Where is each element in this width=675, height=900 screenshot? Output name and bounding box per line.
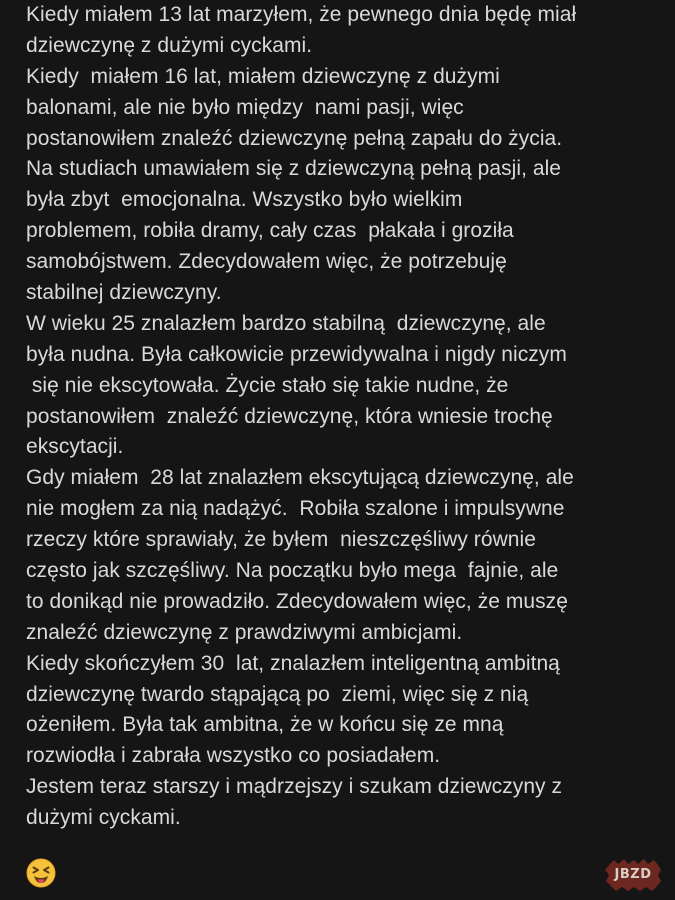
post-line-27: dużymi cyckami. [26, 806, 181, 830]
watermark-text: JBZD [614, 867, 652, 882]
post-line-11: W wieku 25 znalazłem bardzo stabilną dziewczynę, ale [26, 311, 546, 335]
post-line-12: była nudna. Była całkowicie przewidywalna i nigdy niczym [26, 342, 567, 366]
post-line-13: się nie ekscytowała. Życie stało się takie nudne, że [26, 373, 509, 397]
post-line-17: nie mogłem za nią nadążyć. Robiła szalone i impulsywne [26, 497, 565, 521]
post-line-15: ekscytacji. [26, 435, 124, 459]
post-line-18: rzeczy które sprawiały, że byłem nieszczęśliwy równie [26, 528, 536, 552]
post-line-9: samobójstwem. Zdecydowałem więc, że potrzebuję [26, 250, 507, 274]
emoji-graphic [26, 858, 56, 888]
winking-face-with-tongue-icon [26, 858, 56, 888]
post-line-14: postanowiłem znaleźć dziewczynę, która wniesie trochę [26, 404, 553, 428]
post-line-23: dziewczynę twardo stąpającą po ziemi, więc się z nią [26, 682, 529, 706]
post-line-2: dziewczynę z dużymi cyckami. [26, 33, 313, 57]
post-line-1: Kiedy miałem 13 lat marzyłem, że pewnego dnia będę miał [26, 3, 577, 26]
post-text [26, 0, 666, 900]
post-line-16: Gdy miałem 28 lat znalazłem ekscytującą dziewczynę, ale [26, 466, 574, 490]
post-line-24: ożeniłem. Była tak ambitna, że w końcu się ze mną [26, 713, 504, 737]
post-line-22: Kiedy skończyłem 30 lat, znalazłem inteligentną ambitną [26, 651, 560, 675]
post-line-26: Jestem teraz starszy i mądrzejszy i szukam dziewczyny z [26, 775, 563, 799]
post-line-19: często jak szczęśliwy. Na początku było mega fajnie, ale [26, 559, 559, 583]
post-line-8: problemem, robiła dramy, cały czas płakała i groziła [26, 219, 514, 243]
post-line-10: stabilnej dziewczyny. [26, 281, 222, 305]
post-line-4: balonami, ale nie było między nami pasji, więc [26, 95, 464, 119]
post-line-21: znaleźć dziewczynę z prawdziwymi ambicjami. [26, 620, 463, 644]
post-line-7: była zbyt emocjonalna. Wszystko było wielkim [26, 188, 463, 212]
post-line-5: postanowiłem znaleźć dziewczynę pełną zapału do życia. [26, 126, 563, 150]
post-line-3: Kiedy miałem 16 lat, miałem dziewczynę z dużymi [26, 64, 500, 88]
post-line-25: rozwiodła i zabrała wszystko co posiadałem. [26, 744, 441, 768]
post-line-6: Na studiach umawiałem się z dziewczyną pełną pasji, ale [26, 157, 562, 181]
jbzd-watermark [604, 858, 662, 892]
post-line-20: to donikąd nie prowadziło. Zdecydowałem więc, że muszę [26, 589, 568, 613]
